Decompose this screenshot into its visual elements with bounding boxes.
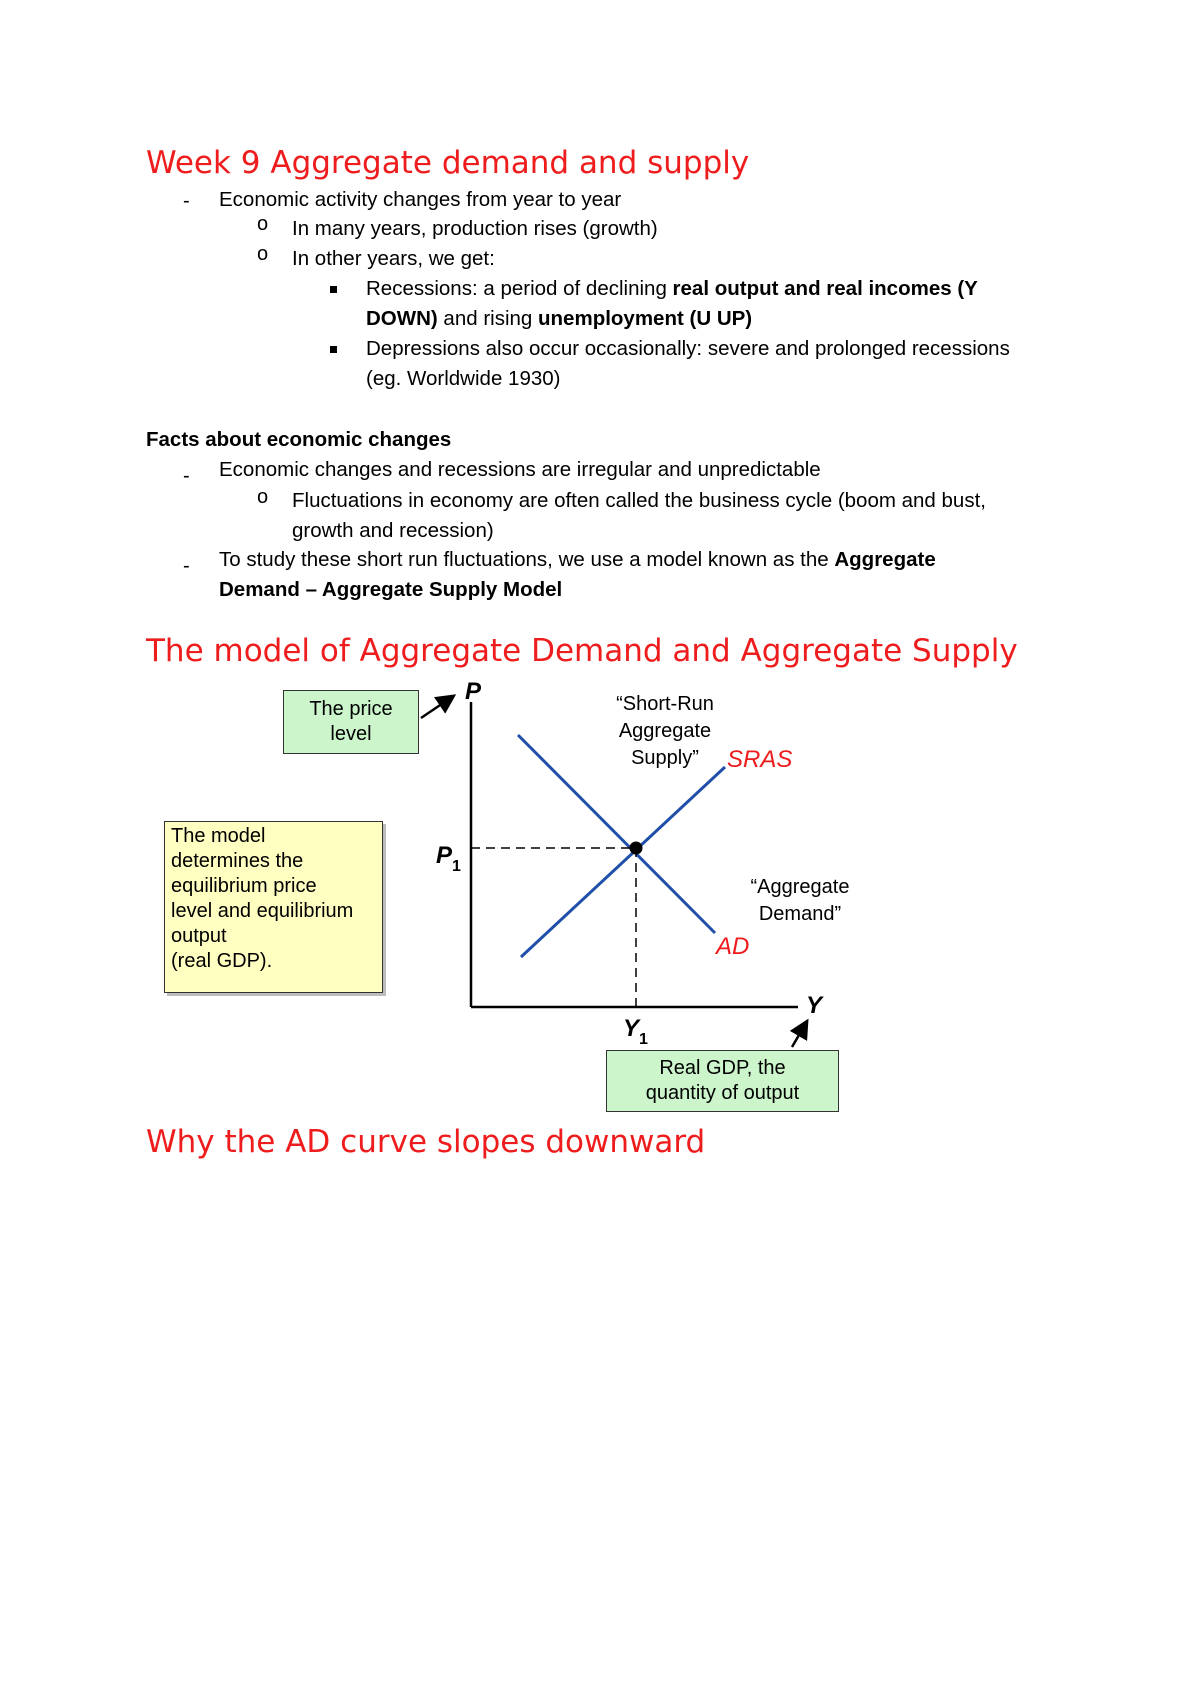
heading-model: The model of Aggregate Demand and Aggregate Supply [146,633,1018,669]
gdp-box-line: Real GDP, the [659,1057,786,1079]
ad-description-line: Demand” [758,903,842,925]
sras-label: SRAS [727,746,793,773]
p1-label: $P_1$ [436,842,461,875]
model-note-line: (real GDP). [171,950,273,972]
y1-label: $Y_1$ [623,1015,648,1048]
model-note-line: equilibrium price [171,875,317,897]
circle-bullet: o [257,213,269,235]
sras-curve [521,767,725,957]
bullet-growth: In many years, production rises (growth) [292,217,658,240]
sras-description-line: Supply” [631,747,699,769]
depressions-line-2: (eg. Worldwide 1930) [366,367,561,390]
recessions-line-2: DOWN) and rising unemployment (U UP) [366,307,753,330]
dash-bullet: - [183,465,190,487]
depressions-line-1: Depressions also occur occasionally: severe and prolonged recessions [366,337,1010,360]
fluctuations-line-2: growth and recession) [292,519,494,542]
sras-description-line: Aggregate [618,720,712,742]
fluctuations-line-1: Fluctuations in economy are often called the business cycle (boom and bust, [292,489,986,512]
price-box-line: The price [309,698,393,720]
recessions-line-1: Recessions: a period of declining real output and real incomes (Y [366,277,978,300]
ad-description-line: “Aggregate [750,876,850,898]
model-note-line: level and equilibrium [171,900,354,922]
dash-bullet: - [183,190,190,212]
bullet-irregular: Economic changes and recessions are irregular and unpredictable [219,458,821,481]
study-line-2: Demand – Aggregate Supply Model [219,578,563,601]
gdp-box-line: quantity of output [645,1082,800,1104]
bullet-other-years: In other years, we get: [292,247,495,270]
model-note-line: The model [171,825,266,847]
dash-bullet: - [183,555,190,577]
sras-description-line: “Short-Run [616,693,714,715]
circle-bullet: o [257,243,269,265]
ad-label: AD [716,933,750,960]
price-callout-arrow [421,697,452,718]
p-axis-label: P [465,678,482,705]
bullet-economic-activity: Economic activity changes from year to year [219,188,622,211]
study-line-1: To study these short run fluctuations, we use a model known as the Aggregate [219,548,936,571]
price-box-line: level [330,723,372,745]
gdp-callout-arrow [792,1023,806,1047]
y-axis-label: Y [806,992,823,1019]
heading-week9: Week 9 Aggregate demand and supply [146,145,750,181]
model-note-line: output [171,925,227,947]
model-note-line: determines the [171,850,304,872]
circle-bullet: o [257,486,269,508]
facts-title: Facts about economic changes [146,428,452,451]
heading-ad-slope: Why the AD curve slopes downward [146,1124,706,1160]
equilibrium-point [630,842,643,855]
